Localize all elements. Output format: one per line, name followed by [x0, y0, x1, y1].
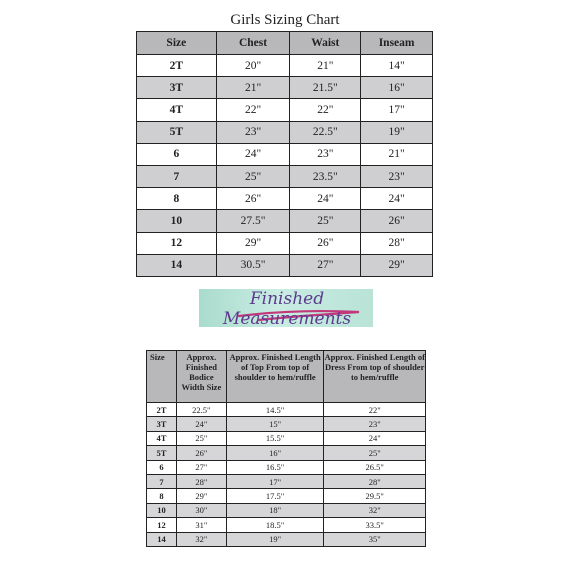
- table-row: [147, 518, 426, 532]
- measurement-cell: 14": [361, 55, 433, 77]
- measurement-cell: 32": [324, 503, 426, 517]
- measurement-cell: 28": [324, 474, 426, 488]
- measurement-cell: 29": [216, 232, 290, 254]
- page-title: Girls Sizing Chart: [230, 12, 340, 28]
- header-size: Size: [137, 32, 217, 55]
- measurement-cell: 26": [361, 210, 433, 232]
- measurement-cell: 23.5": [290, 165, 361, 187]
- measurement-cell: 15.5": [226, 431, 324, 445]
- measurement-cell: 29": [176, 489, 226, 503]
- size-cell: 2T: [147, 403, 177, 417]
- size-cell: 7: [137, 165, 217, 187]
- measurement-cell: 24": [290, 188, 361, 210]
- measurement-cell: 18": [226, 503, 324, 517]
- table-row: [147, 474, 426, 488]
- table-row: [137, 188, 433, 210]
- measurement-cell: 23": [216, 121, 290, 143]
- measurement-cell: 26": [176, 446, 226, 460]
- measurement-cell: 25": [216, 165, 290, 187]
- measurement-cell: 26": [216, 188, 290, 210]
- size-cell: 14: [137, 254, 217, 276]
- size-cell: 4T: [147, 431, 177, 445]
- measurement-cell: 22": [324, 403, 426, 417]
- table-row: [147, 403, 426, 417]
- table-row: [137, 77, 433, 99]
- header-length-of-dress: Approx. Finished Length of Dress From top of shoulder to hem/ruffle: [324, 351, 426, 403]
- measurement-cell: 29.5": [324, 489, 426, 503]
- header-length-of-top: Approx. Finished Length of Top From top of shoulder to hem/ruffle: [226, 351, 324, 403]
- table-row: [147, 503, 426, 517]
- measurement-cell: 19": [226, 532, 324, 546]
- size-cell: 5T: [147, 446, 177, 460]
- measurement-cell: 23": [361, 165, 433, 187]
- measurement-cell: 15": [226, 417, 324, 431]
- measurement-cell: 25": [290, 210, 361, 232]
- table-row: [137, 143, 433, 165]
- table-row: [147, 489, 426, 503]
- measurement-cell: 22.5": [176, 403, 226, 417]
- measurement-cell: 21": [290, 55, 361, 77]
- table-row: [137, 232, 433, 254]
- measurement-cell: 23": [290, 143, 361, 165]
- measurement-cell: 35": [324, 532, 426, 546]
- measurement-cell: 17": [226, 474, 324, 488]
- size-cell: 10: [137, 210, 217, 232]
- header-inseam: Inseam: [361, 32, 433, 55]
- size-cell: 7: [147, 474, 177, 488]
- table-row: [137, 121, 433, 143]
- measurement-cell: 21": [216, 77, 290, 99]
- table-header-row: [147, 351, 426, 403]
- measurement-cell: 27": [290, 254, 361, 276]
- measurement-cell: 22": [290, 99, 361, 121]
- size-cell: 3T: [137, 77, 217, 99]
- measurement-cell: 21.5": [290, 77, 361, 99]
- size-cell: 8: [147, 489, 177, 503]
- size-cell: 6: [137, 143, 217, 165]
- measurement-cell: 24": [176, 417, 226, 431]
- header-size: Size: [147, 351, 177, 403]
- table-row: [147, 460, 426, 474]
- size-cell: 2T: [137, 55, 217, 77]
- measurement-cell: 29": [361, 254, 433, 276]
- measurement-cell: 25": [176, 431, 226, 445]
- table-row: [137, 210, 433, 232]
- size-cell: 10: [147, 503, 177, 517]
- measurement-cell: 14.5": [226, 403, 324, 417]
- table-row: [147, 532, 426, 546]
- size-cell: 6: [147, 460, 177, 474]
- header-chest: Chest: [216, 32, 290, 55]
- measurement-cell: 20": [216, 55, 290, 77]
- measurement-cell: 24": [324, 431, 426, 445]
- table-header-row: [137, 32, 433, 55]
- measurement-cell: 24": [216, 143, 290, 165]
- header-waist: Waist: [290, 32, 361, 55]
- table-row: [137, 55, 433, 77]
- measurement-cell: 24": [361, 188, 433, 210]
- table-row: [137, 254, 433, 276]
- table-row: [137, 99, 433, 121]
- measurement-cell: 22.5": [290, 121, 361, 143]
- table-row: [147, 446, 426, 460]
- measurement-cell: 27": [176, 460, 226, 474]
- measurement-cell: 17": [361, 99, 433, 121]
- table-row: [147, 417, 426, 431]
- finished-measurements-table: [146, 350, 426, 547]
- measurement-cell: 27.5": [216, 210, 290, 232]
- measurement-cell: 16.5": [226, 460, 324, 474]
- measurement-cell: 16": [226, 446, 324, 460]
- measurement-cell: 21": [361, 143, 433, 165]
- size-cell: 14: [147, 532, 177, 546]
- size-cell: 3T: [147, 417, 177, 431]
- measurement-cell: 23": [324, 417, 426, 431]
- measurement-cell: 28": [176, 474, 226, 488]
- measurement-cell: 28": [361, 232, 433, 254]
- measurement-cell: 22": [216, 99, 290, 121]
- header-bodice-width: Approx. Finished Bodice Width Size: [176, 351, 226, 403]
- size-cell: 12: [137, 232, 217, 254]
- size-cell: 8: [137, 188, 217, 210]
- measurement-cell: 32": [176, 532, 226, 546]
- measurement-cell: 16": [361, 77, 433, 99]
- size-cell: 12: [147, 518, 177, 532]
- measurement-cell: 30": [176, 503, 226, 517]
- banner-text: Finished Measurements: [222, 289, 352, 327]
- measurement-cell: 30.5": [216, 254, 290, 276]
- measurement-cell: 18.5": [226, 518, 324, 532]
- measurement-cell: 31": [176, 518, 226, 532]
- measurement-cell: 26.5": [324, 460, 426, 474]
- finished-measurements-banner: [199, 289, 373, 327]
- table-row: [137, 165, 433, 187]
- measurement-cell: 33.5": [324, 518, 426, 532]
- measurement-cell: 26": [290, 232, 361, 254]
- measurement-cell: 19": [361, 121, 433, 143]
- size-cell: 4T: [137, 99, 217, 121]
- table-row: [147, 431, 426, 445]
- size-cell: 5T: [137, 121, 217, 143]
- measurement-cell: 25": [324, 446, 426, 460]
- girls-sizing-table: [136, 31, 433, 277]
- measurement-cell: 17.5": [226, 489, 324, 503]
